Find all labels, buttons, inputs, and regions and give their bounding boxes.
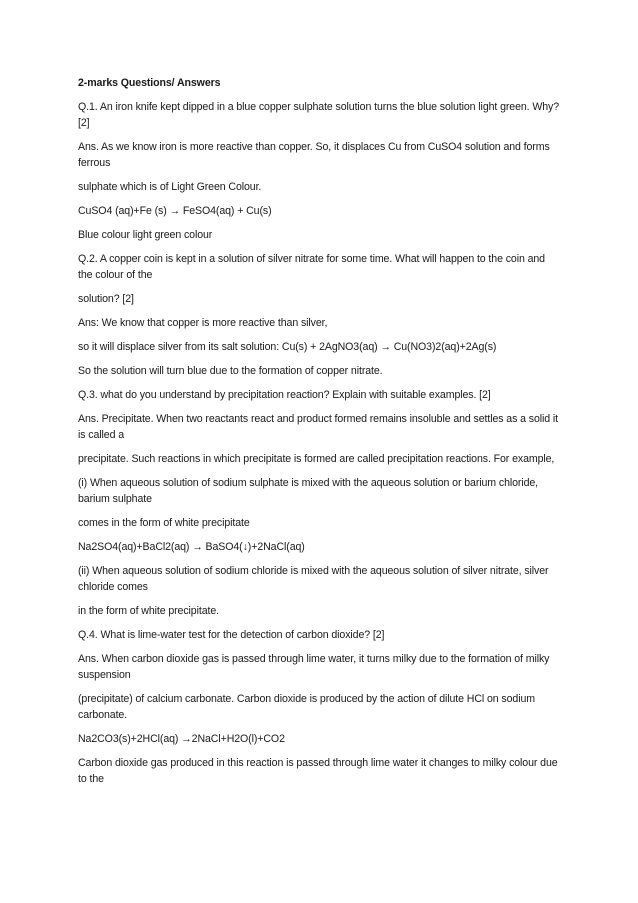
answer-4-line-3: Carbon dioxide gas produced in this reaction is passed through lime water it changes to milky colour due to the <box>78 757 558 785</box>
answer-1-line-2: sulphate which is of Light Green Colour. <box>78 181 262 193</box>
answer-1-line-1: Ans. As we know iron is more reactive than copper. So, it displaces Cu from CuSO4 solution and forms ferrous <box>78 141 550 169</box>
answer-1-colour-note: Blue colour light green colour <box>78 229 213 241</box>
question-1: Q.1. An iron knife kept dipped in a blue copper sulphate solution turns the blue solution light green. Why? [2] <box>78 101 560 129</box>
answer-1-equation: CuSO4 (aq)+Fe (s) → FeSO4(aq) + Cu(s) <box>78 205 272 217</box>
answer-4-line-2: (precipitate) of calcium carbonate. Carbon dioxide is produced by the action of dilute HCl on sodium carbonate. <box>78 693 535 721</box>
section-heading: 2-marks Questions/ Answers <box>78 77 221 89</box>
answer-2-equation: so it will displace silver from its salt solution: Cu(s) + 2AgNO3(aq) → Cu(NO3)2(aq)+2Ag(s) <box>78 341 497 353</box>
answer-3-equation: Na2SO4(aq)+BaCl2(aq) → BaSO4(↓)+2NaCl(aq) <box>78 541 305 553</box>
document-body <box>78 75 560 795</box>
question-3: Q.3. what do you understand by precipitation reaction? Explain with suitable examples. [2] <box>78 389 491 401</box>
answer-3-line-1: Ans. Precipitate. When two reactants react and product formed remains insoluble and settles as a solid it is called a <box>78 413 559 441</box>
answer-3-example-1: (i) When aqueous solution of sodium sulphate is mixed with the aqueous solution or barium chloride, barium sulphate <box>78 477 539 505</box>
answer-4-equation: Na2CO3(s)+2HCl(aq) →2NaCl+H2O(l)+CO2 <box>78 733 285 745</box>
answer-3-example-2: (ii) When aqueous solution of sodium chloride is mixed with the aqueous solution of silver nitrate, silver chloride comes <box>78 565 549 593</box>
answer-3-example-2-continued: in the form of white precipitate. <box>78 605 219 617</box>
question-2: Q.2. A copper coin is kept in a solution of silver nitrate for some time. What will happen to the coin and the colour of the <box>78 253 545 281</box>
answer-2-line-1: Ans: We know that copper is more reactive than silver, <box>78 317 328 329</box>
question-2-continued: solution? [2] <box>78 293 134 305</box>
question-4: Q.4. What is lime-water test for the detection of carbon dioxide? [2] <box>78 629 385 641</box>
answer-2-conclusion: So the solution will turn blue due to the formation of copper nitrate. <box>78 365 383 377</box>
answer-4-line-1: Ans. When carbon dioxide gas is passed through lime water, it turns milky due to the formation of milky suspension <box>78 653 550 681</box>
answer-3-line-2: precipitate. Such reactions in which precipitate is formed are called precipitation reactions. For example, <box>78 453 555 465</box>
answer-3-example-1-continued: comes in the form of white precipitate <box>78 517 250 529</box>
